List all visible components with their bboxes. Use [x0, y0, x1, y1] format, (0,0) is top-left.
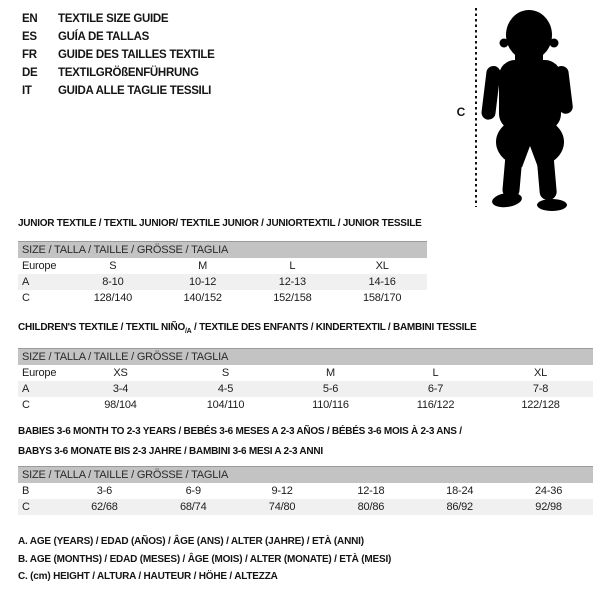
row-label-cell: Europe [22, 260, 57, 272]
value-cell: 128/140 [93, 292, 133, 304]
value-cell: 24-36 [535, 485, 563, 497]
title-text: / TEXTILE DES ENFANTS / KINDERTEXTIL / BAMBINI TESSILE [191, 322, 477, 333]
value-cell: M [198, 260, 208, 272]
language-row [22, 64, 215, 82]
table-row [18, 397, 593, 413]
value-cell: 158/170 [362, 292, 402, 304]
value-cell: 18-24 [446, 485, 474, 497]
language-code: ES [22, 31, 37, 43]
language-title: GUÍA DE TALLAS [58, 31, 149, 43]
language-code: FR [22, 49, 37, 61]
footnote: B. AGE (MONTHS) / EDAD (MESES) / ÂGE (MOIS) / ALTER (MONATE) / ETÀ (MESI) [18, 553, 392, 565]
babies-table-title [18, 424, 462, 459]
title-text: BABIES 3-6 MONTH TO 2-3 YEARS / BEBÉS 3-6 MESES A 2-3 AÑOS / BÉBÉS 3-6 MOIS À 2-3 ANS / [18, 426, 462, 437]
children-table-title [18, 320, 476, 340]
value-cell: S [221, 367, 230, 379]
language-code: IT [22, 85, 32, 97]
value-cell: 3-6 [96, 485, 113, 497]
table-row [18, 381, 593, 397]
size-header-bar: SIZE / TALLA / TAILLE / GRÖSSE / TAGLIA [18, 242, 427, 259]
junior-table-title [18, 216, 422, 236]
value-cell: 3-4 [112, 383, 129, 395]
babies-size-table [18, 466, 593, 515]
language-title: GUIDE DES TAILLES TEXTILE [58, 49, 215, 61]
title-line2: BABYS 3-6 MONATE BIS 2-3 JAHRE / BAMBINI 3-6 MESI A 2-3 ANNI [18, 445, 323, 457]
junior-size-table [18, 241, 427, 306]
value-cell: 98/104 [104, 399, 137, 411]
language-row [22, 28, 215, 46]
language-code: DE [22, 67, 38, 79]
value-cell: 12-18 [357, 485, 385, 497]
value-cell: L [289, 260, 296, 272]
language-title: TEXTILGRÖßENFÜHRUNG [58, 67, 199, 79]
title-text: JUNIOR TEXTILE / TEXTIL JUNIOR/ TEXTILE JUNIOR / JUNIORTEXTIL / JUNIOR TESSILE [18, 218, 422, 229]
table-row [18, 365, 593, 381]
title-subscript: /A [184, 328, 192, 335]
value-cell: 7-8 [532, 383, 549, 395]
value-cell: XS [113, 367, 128, 379]
title-text: CHILDREN'S TEXTILE / TEXTIL NIÑO [18, 322, 185, 333]
row-label-cell: B [22, 485, 30, 497]
value-cell: 116/122 [416, 399, 455, 411]
value-cell: 68/74 [179, 501, 207, 513]
value-cell: 12-13 [278, 276, 306, 288]
value-cell: L [432, 367, 439, 379]
value-cell: 5-6 [322, 383, 339, 395]
row-label-cell: A [22, 383, 30, 395]
value-cell: XL [533, 367, 548, 379]
language-title: TEXTILE SIZE GUIDE [58, 13, 169, 25]
value-cell: 6-7 [427, 383, 444, 395]
language-row [22, 82, 215, 100]
language-code: EN [22, 13, 38, 25]
row-label-cell: A [22, 276, 30, 288]
value-cell: 62/68 [91, 501, 118, 513]
footnote: A. AGE (YEARS) / EDAD (AÑOS) / ÂGE (ANS) / ALTER (JAHRE) / ETÀ (ANNI) [18, 536, 364, 547]
size-header-bar: SIZE / TALLA / TAILLE / GRÖSSE / TAGLIA [18, 467, 593, 484]
table-row [18, 483, 593, 499]
footnote: C. (cm) HEIGHT / ALTURA / HAUTEUR / HÖHE / ALTEZZA [18, 571, 278, 582]
row-label-cell: C [22, 399, 30, 411]
value-cell: 9-12 [271, 485, 293, 497]
footnotes [18, 536, 391, 589]
value-cell: 86/92 [446, 501, 473, 513]
value-cell: 14-16 [368, 276, 396, 288]
value-cell: 6-9 [185, 485, 201, 497]
value-cell: 104/110 [206, 399, 245, 411]
language-row [22, 10, 215, 28]
language-row [22, 46, 215, 64]
table-row [18, 274, 427, 290]
value-cell: XL [375, 260, 389, 272]
table-row [18, 499, 593, 515]
baby-silhouette [450, 0, 600, 215]
value-cell: 92/98 [535, 501, 562, 513]
value-cell: 152/158 [273, 292, 312, 304]
value-cell: 10-12 [189, 276, 217, 288]
row-label-cell: C [22, 501, 30, 513]
children-size-table [18, 348, 593, 413]
value-cell: 8-10 [102, 276, 124, 288]
value-cell: 4-5 [217, 383, 234, 395]
size-header-bar: SIZE / TALLA / TAILLE / GRÖSSE / TAGLIA [18, 349, 593, 366]
language-list [22, 10, 215, 100]
height-label: C [456, 105, 466, 119]
table-row [18, 258, 427, 274]
value-cell: 110/116 [312, 399, 349, 411]
row-label-cell: Europe [22, 367, 57, 379]
value-cell: 140/152 [183, 292, 222, 304]
value-cell: 74/80 [268, 501, 296, 513]
value-cell: 80/86 [357, 501, 385, 513]
row-label-cell: C [22, 292, 30, 304]
value-cell: M [326, 367, 335, 379]
table-row [18, 290, 427, 306]
value-cell: S [109, 260, 117, 272]
language-title: GUIDA ALLE TAGLIE TESSILI [58, 85, 212, 97]
value-cell: 122/128 [521, 399, 560, 411]
